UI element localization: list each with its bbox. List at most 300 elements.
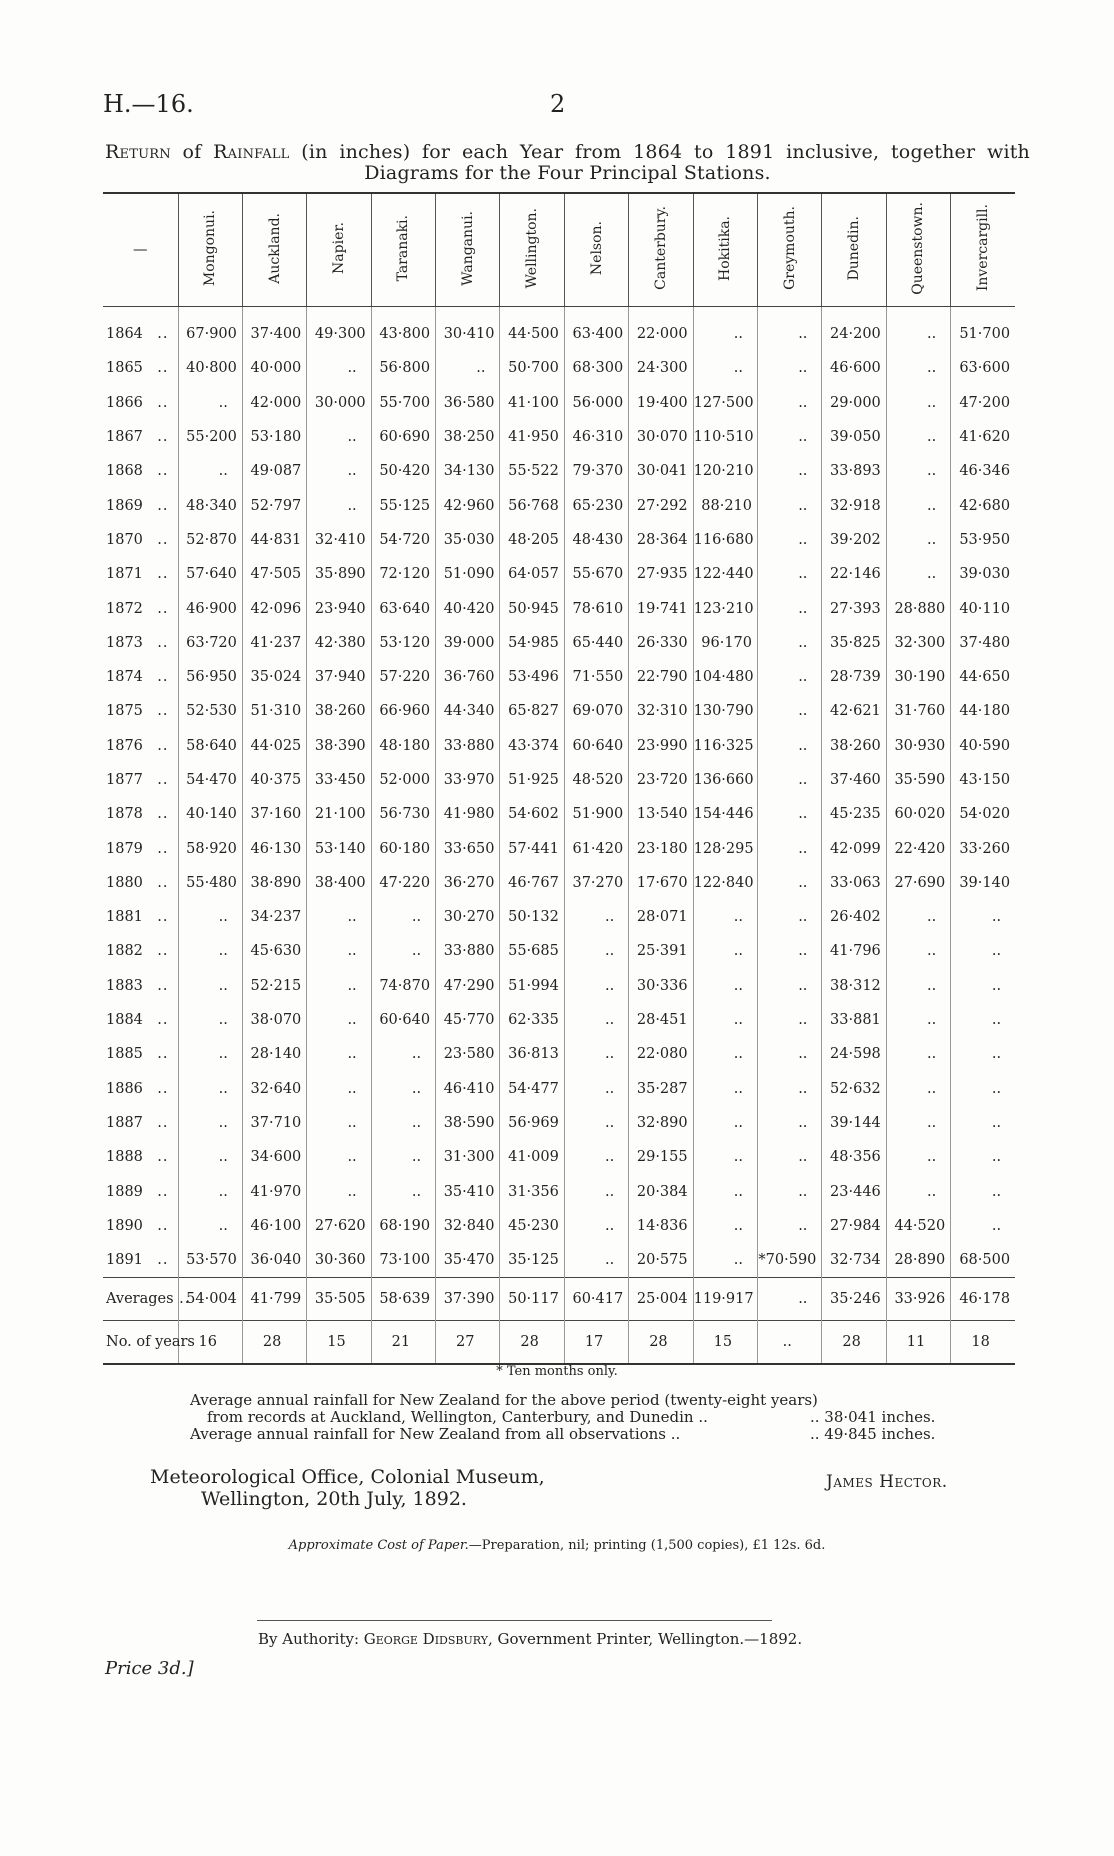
value-cell: 34·130 — [436, 454, 500, 488]
value-cell: 38·590 — [436, 1106, 500, 1140]
value-cell: 41·100 — [500, 386, 564, 420]
value-cell: .. — [371, 1072, 435, 1106]
value-cell: 21·100 — [307, 797, 371, 831]
value-cell: 40·000 — [242, 351, 306, 385]
value-cell: 27·690 — [886, 866, 950, 900]
value-cell: 32·640 — [242, 1072, 306, 1106]
cost-label: Approximate Cost of Paper. — [288, 1538, 469, 1553]
value-cell: 37·400 — [242, 307, 306, 352]
value-cell: 41·796 — [822, 934, 886, 968]
value-cell: 42·680 — [951, 488, 1015, 522]
table-row — [103, 763, 1015, 797]
value-cell: 54·020 — [951, 797, 1015, 831]
value-cell: .. — [951, 1174, 1015, 1208]
year-label: 1865 — [106, 360, 143, 377]
value-cell: .. — [564, 969, 628, 1003]
value-cell: .. — [758, 591, 822, 625]
table-row — [103, 420, 1015, 454]
value-cell: 53·140 — [307, 831, 371, 865]
value-cell: 32·918 — [822, 488, 886, 522]
value-cell: 47·220 — [371, 866, 435, 900]
leader-dots: .. — [157, 1080, 169, 1097]
value-cell: 23·446 — [822, 1174, 886, 1208]
value-cell: 53·496 — [500, 660, 564, 694]
value-cell: .. — [758, 386, 822, 420]
value-cell: 28·739 — [822, 660, 886, 694]
value-cell: 38·070 — [242, 1003, 306, 1037]
office-address — [150, 1466, 545, 1510]
value-cell: 68·500 — [951, 1243, 1015, 1278]
table-row — [103, 626, 1015, 660]
value-cell: 55·700 — [371, 386, 435, 420]
value-cell: 41·970 — [242, 1174, 306, 1208]
averages-row-cell: 25·004 — [629, 1278, 693, 1321]
value-cell: 36·760 — [436, 660, 500, 694]
column-header — [758, 193, 822, 307]
averages-row-cell: 35·505 — [307, 1278, 371, 1321]
value-cell: 35·125 — [500, 1243, 564, 1278]
averages-row-cell: 33·926 — [886, 1278, 950, 1321]
year-label: 1883 — [106, 977, 143, 994]
signatory: James Hector. — [826, 1472, 948, 1492]
column-header — [242, 193, 306, 307]
value-cell: 44·831 — [242, 523, 306, 557]
value-cell: 26·330 — [629, 626, 693, 660]
average-rainfall-note — [190, 1392, 950, 1443]
value-cell: .. — [951, 1209, 1015, 1243]
value-cell: .. — [178, 1209, 242, 1243]
table-row — [103, 969, 1015, 1003]
value-cell: 36·580 — [436, 386, 500, 420]
value-cell: .. — [951, 1106, 1015, 1140]
value-cell: 35·825 — [822, 626, 886, 660]
value-cell: .. — [178, 454, 242, 488]
value-cell: .. — [886, 523, 950, 557]
year-label: 1890 — [106, 1217, 143, 1234]
value-cell: 63·720 — [178, 626, 242, 660]
table-row — [103, 1037, 1015, 1071]
value-cell: .. — [758, 1140, 822, 1174]
value-cell: .. — [371, 1037, 435, 1071]
value-cell: 31·300 — [436, 1140, 500, 1174]
value-cell: 24·200 — [822, 307, 886, 352]
value-cell: 26·402 — [822, 900, 886, 934]
value-cell: 123·210 — [693, 591, 757, 625]
value-cell: 122·840 — [693, 866, 757, 900]
year-cell — [103, 1003, 178, 1037]
value-cell: 33·893 — [822, 454, 886, 488]
leader-dots: .. — [157, 326, 169, 343]
leader-dots: .. — [157, 840, 169, 857]
year-cell — [103, 694, 178, 728]
value-cell: .. — [693, 307, 757, 352]
year-cell — [103, 831, 178, 865]
value-cell: 34·600 — [242, 1140, 306, 1174]
value-cell: 45·230 — [500, 1209, 564, 1243]
value-cell: .. — [307, 969, 371, 1003]
table-row — [103, 557, 1015, 591]
printer-authority — [258, 1630, 802, 1648]
value-cell: 53·120 — [371, 626, 435, 660]
value-cell: 34·237 — [242, 900, 306, 934]
leader-dots: .. — [157, 1046, 169, 1063]
cost-text: —Preparation, nil; printing (1,500 copies), £1 12s. 6d. — [468, 1538, 826, 1553]
value-cell: .. — [758, 934, 822, 968]
value-cell: 32·890 — [629, 1106, 693, 1140]
value-cell: 33·260 — [951, 831, 1015, 865]
averages-row-cell: 60·417 — [564, 1278, 628, 1321]
value-cell: .. — [758, 866, 822, 900]
value-cell: .. — [564, 934, 628, 968]
value-cell: 35·470 — [436, 1243, 500, 1278]
value-cell: .. — [178, 934, 242, 968]
value-cell: 49·300 — [307, 307, 371, 352]
value-cell: 22·146 — [822, 557, 886, 591]
year-label: 1884 — [106, 1012, 143, 1029]
value-cell: 57·640 — [178, 557, 242, 591]
value-cell: 28·880 — [886, 591, 950, 625]
value-cell: 23·180 — [629, 831, 693, 865]
year-label: 1881 — [106, 909, 143, 926]
value-cell: .. — [886, 969, 950, 1003]
value-cell: 14·836 — [629, 1209, 693, 1243]
value-cell: .. — [758, 626, 822, 660]
value-cell: 116·325 — [693, 729, 757, 763]
year-cell — [103, 351, 178, 385]
year-cell — [103, 1243, 178, 1278]
value-cell: .. — [886, 557, 950, 591]
value-cell: 38·260 — [822, 729, 886, 763]
value-cell: 30·360 — [307, 1243, 371, 1278]
value-cell: .. — [436, 351, 500, 385]
year-cell — [103, 1037, 178, 1071]
value-cell: .. — [693, 1209, 757, 1243]
value-cell: 28·140 — [242, 1037, 306, 1071]
value-cell: 127·500 — [693, 386, 757, 420]
value-cell: .. — [886, 307, 950, 352]
value-cell: *70·590 — [758, 1243, 822, 1278]
value-cell: 79·370 — [564, 454, 628, 488]
year-label: 1889 — [106, 1183, 143, 1200]
value-cell: 44·025 — [242, 729, 306, 763]
value-cell: .. — [307, 488, 371, 522]
value-cell: .. — [178, 1174, 242, 1208]
average-note-line-1: Average annual rainfall for New Zealand for the above period (twenty-eight years) — [190, 1391, 818, 1409]
value-cell: .. — [178, 969, 242, 1003]
value-cell: .. — [564, 1106, 628, 1140]
value-cell: .. — [307, 454, 371, 488]
value-cell: 35·024 — [242, 660, 306, 694]
year-label: 1886 — [106, 1080, 143, 1097]
table-row — [103, 900, 1015, 934]
leader-dots: .. — [157, 1183, 169, 1200]
value-cell: 44·500 — [500, 307, 564, 352]
value-cell: 23·990 — [629, 729, 693, 763]
value-cell: 66·960 — [371, 694, 435, 728]
column-header-label: Wanganui. — [459, 210, 476, 286]
value-cell: 120·210 — [693, 454, 757, 488]
value-cell: .. — [371, 1106, 435, 1140]
year-cell — [103, 729, 178, 763]
value-cell: .. — [178, 386, 242, 420]
average-note-line-3-text: Average annual rainfall for New Zealand from all observations .. — [190, 1425, 681, 1443]
column-header-label: Queenstown. — [910, 201, 927, 295]
column-header — [564, 193, 628, 307]
value-cell: 52·215 — [242, 969, 306, 1003]
value-cell: 17·670 — [629, 866, 693, 900]
value-cell: .. — [758, 831, 822, 865]
value-cell: 35·030 — [436, 523, 500, 557]
year-cell — [103, 1209, 178, 1243]
leader-dots: .. — [157, 1252, 169, 1269]
value-cell: 30·410 — [436, 307, 500, 352]
averages-row-cell: 37·390 — [436, 1278, 500, 1321]
value-cell: 51·310 — [242, 694, 306, 728]
column-header — [178, 193, 242, 307]
value-cell: .. — [951, 1072, 1015, 1106]
value-cell: 32·410 — [307, 523, 371, 557]
value-cell: 116·680 — [693, 523, 757, 557]
value-cell: 23·940 — [307, 591, 371, 625]
value-cell: .. — [564, 1243, 628, 1278]
table-row — [103, 1209, 1015, 1243]
value-cell: .. — [951, 969, 1015, 1003]
value-cell: .. — [564, 1209, 628, 1243]
table-row — [103, 831, 1015, 865]
leader-dots: .. — [157, 531, 169, 548]
year-cell — [103, 934, 178, 968]
year-cell — [103, 488, 178, 522]
value-cell: .. — [178, 1003, 242, 1037]
years-count-row-cell: 16 — [178, 1321, 242, 1365]
value-cell: 110·510 — [693, 420, 757, 454]
value-cell: 58·640 — [178, 729, 242, 763]
value-cell: 44·340 — [436, 694, 500, 728]
value-cell: 29·155 — [629, 1140, 693, 1174]
value-cell: 53·570 — [178, 1243, 242, 1278]
value-cell: 22·000 — [629, 307, 693, 352]
value-cell: 74·870 — [371, 969, 435, 1003]
value-cell: .. — [693, 1243, 757, 1278]
leader-dots: .. — [173, 1291, 191, 1308]
value-cell: 37·160 — [242, 797, 306, 831]
value-cell: .. — [886, 488, 950, 522]
value-cell: .. — [758, 1106, 822, 1140]
averages-row-cell: 58·639 — [371, 1278, 435, 1321]
footnote: * Ten months only. — [496, 1364, 618, 1379]
value-cell: .. — [758, 351, 822, 385]
years-count-row-cell: 18 — [951, 1321, 1015, 1365]
leader-dots: .. — [157, 669, 169, 686]
leader-dots: .. — [157, 806, 169, 823]
title-of: of — [170, 141, 214, 163]
value-cell: 46·100 — [242, 1209, 306, 1243]
year-label: 1867 — [106, 429, 143, 446]
office-line-1: Meteorological Office, Colonial Museum, — [150, 1466, 545, 1488]
years-count-row-cell: 28 — [629, 1321, 693, 1365]
value-cell: .. — [693, 1003, 757, 1037]
value-cell: 41·980 — [436, 797, 500, 831]
value-cell: 55·522 — [500, 454, 564, 488]
value-cell: 43·374 — [500, 729, 564, 763]
average-note-value-3: .. 49·845 inches. — [810, 1425, 936, 1443]
value-cell: .. — [758, 694, 822, 728]
value-cell: 38·260 — [307, 694, 371, 728]
value-cell: 33·880 — [436, 934, 500, 968]
value-cell: .. — [758, 1174, 822, 1208]
year-label: 1887 — [106, 1114, 143, 1131]
authority-suffix: , Government Printer, Wellington.—1892. — [487, 1630, 803, 1648]
value-cell: .. — [307, 1174, 371, 1208]
header-corner-text: — — [133, 242, 148, 258]
leader-dots: .. — [157, 772, 169, 788]
value-cell: .. — [564, 1072, 628, 1106]
value-cell: .. — [371, 1174, 435, 1208]
value-cell: .. — [758, 729, 822, 763]
value-cell: 38·250 — [436, 420, 500, 454]
year-cell — [103, 454, 178, 488]
value-cell: 33·063 — [822, 866, 886, 900]
years-count-row-cell: 27 — [436, 1321, 500, 1365]
year-label: 1864 — [106, 326, 143, 343]
value-cell: .. — [693, 1140, 757, 1174]
value-cell: .. — [951, 1140, 1015, 1174]
year-cell — [103, 866, 178, 900]
value-cell: .. — [886, 420, 950, 454]
value-cell: 23·580 — [436, 1037, 500, 1071]
value-cell: .. — [758, 307, 822, 352]
value-cell: .. — [758, 1072, 822, 1106]
averages-row-cell: 54·004 — [178, 1278, 242, 1321]
value-cell: 38·390 — [307, 729, 371, 763]
value-cell: 33·450 — [307, 763, 371, 797]
value-cell: 136·660 — [693, 763, 757, 797]
year-cell — [103, 523, 178, 557]
years-count-row-cell: 21 — [371, 1321, 435, 1365]
value-cell: 55·125 — [371, 488, 435, 522]
column-header-label: Invercargill. — [975, 204, 992, 292]
divider-rule — [257, 1620, 772, 1621]
value-cell: .. — [886, 934, 950, 968]
value-cell: 36·040 — [242, 1243, 306, 1278]
office-line-2: Wellington, 20th July, 1892. — [201, 1488, 467, 1510]
value-cell: .. — [307, 900, 371, 934]
years-count-row-cell: 28 — [822, 1321, 886, 1365]
average-note-line-2-text: from records at Auckland, Wellington, Canterbury, and Dunedin .. — [207, 1408, 708, 1426]
value-cell: 40·590 — [951, 729, 1015, 763]
years-count-row-label — [103, 1321, 195, 1365]
column-header — [951, 193, 1015, 307]
value-cell: 60·640 — [371, 1003, 435, 1037]
value-cell: 51·900 — [564, 797, 628, 831]
leader-dots: .. — [157, 566, 169, 583]
years-count-row-cell: .. — [758, 1321, 822, 1365]
leader-dots: .. — [157, 394, 169, 411]
table-row — [103, 307, 1015, 352]
column-header — [371, 193, 435, 307]
value-cell: .. — [307, 1003, 371, 1037]
value-cell: 41·237 — [242, 626, 306, 660]
value-cell: .. — [886, 386, 950, 420]
leader-dots: .. — [157, 463, 169, 480]
value-cell: .. — [178, 1140, 242, 1174]
year-cell — [103, 307, 178, 352]
value-cell: .. — [307, 1106, 371, 1140]
value-cell: 28·364 — [629, 523, 693, 557]
value-cell: .. — [371, 1140, 435, 1174]
value-cell: 65·827 — [500, 694, 564, 728]
value-cell: 56·000 — [564, 386, 628, 420]
table-row — [103, 1106, 1015, 1140]
value-cell: 27·620 — [307, 1209, 371, 1243]
value-cell: 44·650 — [951, 660, 1015, 694]
value-cell: 41·620 — [951, 420, 1015, 454]
value-cell: 63·400 — [564, 307, 628, 352]
value-cell: 48·430 — [564, 523, 628, 557]
value-cell: 48·340 — [178, 488, 242, 522]
value-cell: 68·300 — [564, 351, 628, 385]
value-cell: 28·890 — [886, 1243, 950, 1278]
value-cell: 48·356 — [822, 1140, 886, 1174]
value-cell: .. — [886, 1174, 950, 1208]
value-cell: .. — [758, 420, 822, 454]
value-cell: 20·575 — [629, 1243, 693, 1278]
value-cell: 62·335 — [500, 1003, 564, 1037]
value-cell: 51·700 — [951, 307, 1015, 352]
leader-dots: .. — [157, 1217, 169, 1234]
value-cell: 60·690 — [371, 420, 435, 454]
value-cell: 65·230 — [564, 488, 628, 522]
year-label: 1879 — [106, 840, 143, 857]
value-cell: 104·480 — [693, 660, 757, 694]
value-cell: 51·925 — [500, 763, 564, 797]
column-header-label: Hokitika. — [717, 215, 734, 281]
printer-name: George Didsbury — [363, 1630, 488, 1648]
value-cell: 52·870 — [178, 523, 242, 557]
value-cell: 33·970 — [436, 763, 500, 797]
value-cell: .. — [693, 900, 757, 934]
years-count-row-label-text: No. of years — [106, 1334, 195, 1351]
value-cell: .. — [758, 797, 822, 831]
value-cell: 29·000 — [822, 386, 886, 420]
value-cell: 40·800 — [178, 351, 242, 385]
price: Price 3d.] — [105, 1658, 194, 1679]
column-header-label: Mongonui. — [202, 209, 219, 287]
value-cell: 31·356 — [500, 1174, 564, 1208]
value-cell: 63·600 — [951, 351, 1015, 385]
value-cell: 40·140 — [178, 797, 242, 831]
value-cell: 28·071 — [629, 900, 693, 934]
value-cell: 44·520 — [886, 1209, 950, 1243]
year-label: 1872 — [106, 600, 143, 617]
averages-row-cell: .. — [758, 1278, 822, 1321]
value-cell: .. — [307, 934, 371, 968]
value-cell: 73·100 — [371, 1243, 435, 1278]
value-cell: .. — [886, 1140, 950, 1174]
averages-row — [103, 1278, 1015, 1321]
value-cell: 46·310 — [564, 420, 628, 454]
year-label: 1877 — [106, 772, 143, 788]
value-cell: 60·180 — [371, 831, 435, 865]
value-cell: .. — [564, 1174, 628, 1208]
value-cell: .. — [178, 1037, 242, 1071]
table-row — [103, 1174, 1015, 1208]
averages-row-cell: 46·178 — [951, 1278, 1015, 1321]
value-cell: 50·420 — [371, 454, 435, 488]
value-cell: .. — [371, 900, 435, 934]
value-cell: .. — [758, 557, 822, 591]
value-cell: 57·220 — [371, 660, 435, 694]
